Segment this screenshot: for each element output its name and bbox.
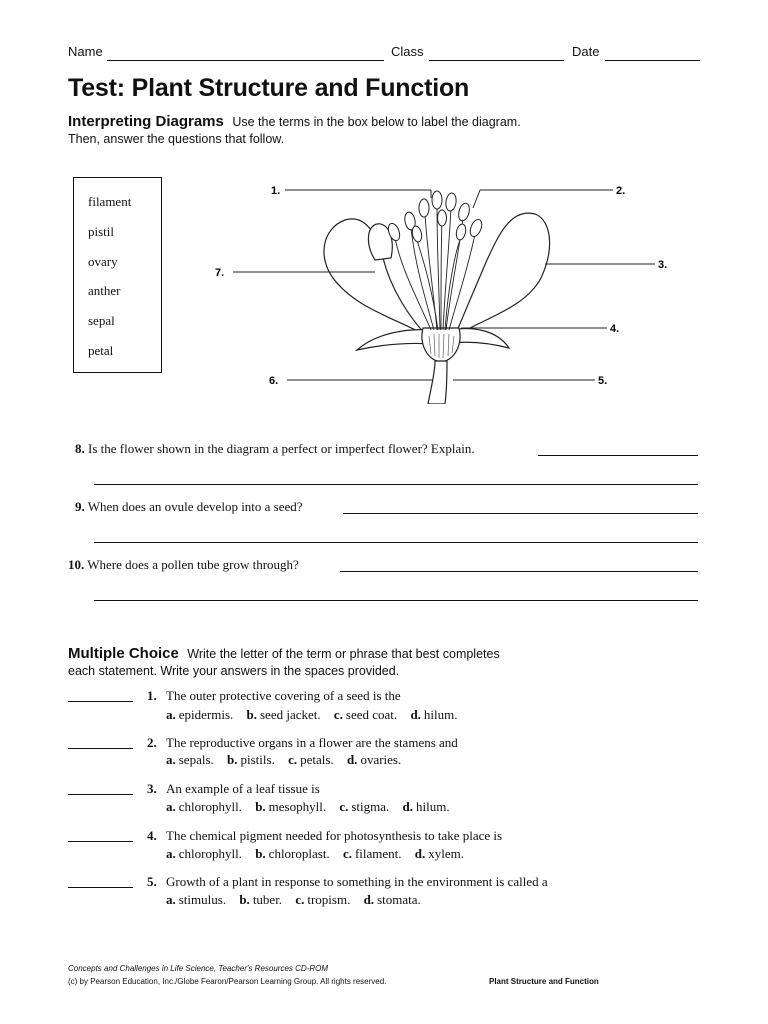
interpreting-instruction-1: Use the terms in the box below to label the diagram. [232, 115, 521, 129]
diagram-label-2: 2. [616, 185, 626, 197]
term-ovary: ovary [88, 254, 118, 269]
mc-1-option-c: c. seed coat. [333, 707, 398, 722]
question-8-number: 8. [75, 441, 85, 456]
answer-8-line-2[interactable] [94, 484, 698, 485]
mc-item-1-number: 1. [147, 688, 157, 703]
interpreting-header [68, 113, 521, 131]
mc-4-option-b: b. chloroplast. [255, 846, 330, 861]
mc-item-2-options [166, 752, 411, 768]
ovary-shape [422, 328, 460, 362]
mc-3-option-a: a. chlorophyll. [166, 799, 242, 814]
name-field[interactable] [107, 60, 384, 61]
question-9 [75, 499, 303, 515]
term-box [73, 177, 162, 373]
flower-diagram [205, 168, 690, 404]
question-10-number: 10. [68, 557, 85, 572]
mc-2-option-d: d. ovaries. [346, 752, 402, 767]
mc-item-2-number: 2. [147, 735, 157, 750]
mc-1-option-d: d. hilum. [410, 707, 458, 722]
mc-5-option-b: b. tuber. [239, 892, 283, 907]
date-field[interactable] [605, 60, 700, 61]
interpreting-instruction-2: Then, answer the questions that follow. [68, 132, 285, 146]
interpreting-heading: Interpreting Diagrams [68, 113, 224, 130]
footer-page-title: Plant Structure and Function [489, 977, 599, 986]
diagram-label-5: 5. [598, 375, 608, 387]
mc-item-5-text: Growth of a plant in response to something in the environment is called a [166, 874, 548, 889]
mc-item-3-text: An example of a leaf tissue is [166, 781, 320, 796]
mc-item-4-number: 4. [147, 828, 157, 843]
mc-5-option-d: d. stomata. [363, 892, 421, 907]
footer-source: Concepts and Challenges in Life Science, Teacher's Resources CD-ROM [68, 964, 329, 973]
term-filament: filament [88, 194, 132, 209]
term-sepal: sepal [88, 313, 115, 328]
mc-answer-blank-1[interactable] [68, 701, 133, 702]
answer-8-line-1[interactable] [538, 455, 698, 456]
mc-answer-blank-5[interactable] [68, 887, 133, 888]
mc-2-option-b: b. pistils. [227, 752, 275, 767]
mc-1-option-a: a. epidermis. [166, 707, 234, 722]
mc-header [68, 645, 500, 663]
mc-item-1-text: The outer protective covering of a seed is the [166, 688, 401, 703]
mc-answer-blank-2[interactable] [68, 748, 133, 749]
question-10 [68, 557, 299, 573]
mc-2-option-a: a. sepals. [166, 752, 214, 767]
footer-copyright: (c) by Pearson Education, Inc./Globe Fearon/Pearson Learning Group. All rights reserved. [68, 977, 387, 986]
mc-answer-blank-3[interactable] [68, 794, 133, 795]
mc-5-option-c: c. tropism. [295, 892, 351, 907]
mc-item-3-options [166, 799, 460, 815]
mc-heading: Multiple Choice [68, 645, 179, 662]
class-label: Class [391, 44, 424, 59]
question-8 [75, 441, 475, 457]
mc-3-option-c: c. stigma. [339, 799, 390, 814]
date-label: Date [572, 44, 600, 59]
mc-instruction-2: each statement. Write your answers in the spaces provided. [68, 664, 400, 678]
term-anther: anther [88, 283, 121, 298]
diagram-label-7: 7. [215, 267, 225, 279]
name-label: Name [68, 44, 103, 59]
term-petal: petal [88, 343, 114, 358]
diagram-label-3: 3. [658, 259, 668, 271]
question-9-number: 9. [75, 499, 85, 514]
mc-item-1-options [166, 707, 468, 723]
diagram-label-1: 1. [271, 185, 281, 197]
mc-item-4-options [166, 846, 474, 862]
question-8-text: Is the flower shown in the diagram a perfect or imperfect flower? Explain. [88, 441, 475, 456]
mc-answer-blank-4[interactable] [68, 841, 133, 842]
mc-4-option-c: c. filament. [342, 846, 402, 861]
right-petal [455, 213, 550, 336]
mc-4-option-a: a. chlorophyll. [166, 846, 242, 861]
answer-9-line-1[interactable] [343, 513, 698, 514]
diagram-label-6: 6. [269, 375, 279, 387]
term-pistil: pistil [88, 224, 115, 239]
mc-3-option-d: d. hilum. [402, 799, 450, 814]
diagram-label-4: 4. [610, 323, 620, 335]
mc-instruction-1: Write the letter of the term or phrase that best completes [187, 647, 500, 661]
mc-3-option-b: b. mesophyll. [255, 799, 327, 814]
answer-9-line-2[interactable] [94, 542, 698, 543]
mc-item-2-text: The reproductive organs in a flower are the stamens and [166, 735, 458, 750]
mc-item-4-text: The chemical pigment needed for photosynthesis to take place is [166, 828, 503, 843]
mc-4-option-d: d. xylem. [414, 846, 465, 861]
question-9-text: When does an ovule develop into a seed? [87, 499, 303, 514]
question-10-text: Where does a pollen tube grow through? [87, 557, 299, 572]
mc-5-option-a: a. stimulus. [166, 892, 227, 907]
mc-item-3-number: 3. [147, 781, 157, 796]
mc-2-option-c: c. petals. [288, 752, 334, 767]
answer-10-line-1[interactable] [340, 571, 698, 572]
mc-1-option-b: b. seed jacket. [246, 707, 321, 722]
mc-item-5-number: 5. [147, 874, 157, 889]
answer-10-line-2[interactable] [94, 600, 698, 601]
class-field[interactable] [429, 60, 564, 61]
mc-item-5-options [166, 892, 431, 908]
stem [428, 361, 447, 404]
page-title: Test: Plant Structure and Function [68, 74, 470, 102]
